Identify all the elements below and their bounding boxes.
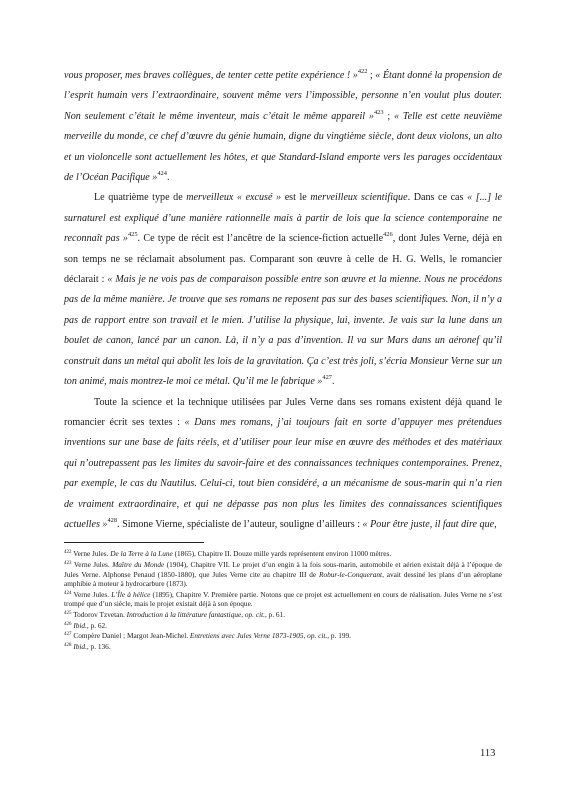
text-run: Verne Jules. bbox=[71, 589, 112, 599]
footnote-ref: 422 bbox=[357, 68, 368, 75]
italic-text: « Pour être juste, il faut dire que, bbox=[362, 518, 497, 530]
footnote bbox=[64, 631, 502, 641]
text-run: Verne Jules. bbox=[71, 549, 111, 559]
text-run: (1904), Chapitre VII. Le projet d’un engin à la fois sous-marin, automobile et aérien existait déjà à l’époque de Jules Verne. Alphonse Penaud (1850-1880), que Jules Verne cite au chapitre III de bbox=[64, 559, 503, 579]
italic-text: L’Île à hélice bbox=[111, 589, 151, 599]
footnote-ref: 422 bbox=[64, 550, 72, 556]
body-paragraph bbox=[64, 66, 502, 188]
text-run: , avait dessiné les plans d’un aéroplane amphibie à moteur à hydrocarbure (1873). bbox=[64, 569, 503, 589]
text-run: , p. 62. bbox=[86, 620, 107, 630]
footnote-ref: 426 bbox=[64, 621, 72, 627]
text-run: . Ce type de récit est l’ancêtre de la science-fiction actuelle bbox=[137, 233, 384, 245]
text-run: , p. 61. bbox=[264, 609, 286, 619]
italic-text: Entretiens avec Jules Verne 1873-1905, op. cit. bbox=[189, 631, 328, 641]
text-run: . bbox=[166, 172, 170, 184]
text-run: (1865), Chapitre II. Douze mille yards représentent environ 11000 mètres. bbox=[172, 549, 392, 559]
footnote bbox=[64, 590, 502, 609]
footnote-ref: 425 bbox=[127, 231, 138, 239]
italic-text: « Mais je ne vois pas de comparaison possible entre son œuvre et la mienne. Nous ne procédons pas de la même manière. Je trouve que ses romans ne reposent pas sur des bases scientifiques. Non, il n’y a pas de rapport entre son travail et le mien. J’utilise la physique, lui, invente. Je vais sur la lune dans un boulet de canon, lancé par un canon. Là, il n’y a pas d’invention. Il va sur Mars dans un aéronef qu’il construit dans un métal qui abolit les lois de la gravitation. Ça c’est très joli, s’écria Monsieur Verne sur un ton animé, mais montrez-le moi ce métal. Qu’il me le fabrique » bbox=[64, 274, 502, 388]
footnote-ref: 424 bbox=[157, 170, 167, 178]
body-text bbox=[64, 66, 502, 535]
footnote-ref: 425 bbox=[64, 610, 72, 616]
text-run: . bbox=[331, 376, 335, 388]
italic-text: Introduction à la littérature fantastique, op. cit. bbox=[126, 609, 265, 619]
footnotes bbox=[64, 549, 502, 651]
italic-text: De la Terre à la Lune bbox=[110, 549, 173, 559]
footnote bbox=[64, 621, 502, 631]
footnote bbox=[64, 642, 502, 652]
footnote-ref: 428 bbox=[107, 516, 118, 524]
footnote-separator bbox=[64, 542, 204, 543]
text-run: ; bbox=[367, 70, 376, 81]
text-run: Todorov Tzvetan. bbox=[71, 609, 127, 619]
text-run: , p. 199. bbox=[327, 631, 351, 641]
italic-text: vous proposer, mes braves collègues, de tenter cette petite expérience ! » bbox=[64, 70, 358, 81]
footnote bbox=[64, 610, 502, 620]
body-paragraph bbox=[64, 393, 502, 536]
body-paragraph bbox=[64, 188, 502, 392]
text-run: ; bbox=[383, 110, 395, 122]
text-run: Compère Daniel ; Margot Jean-Michel. bbox=[71, 631, 190, 641]
italic-text: Maître du Monde bbox=[112, 559, 165, 569]
italic-text: « Telle est cette neuvième merveille du monde, ce chef d’œuvre du génie humain, digne du vingtième siècle, dont deux violons, un alto et un violoncelle sont actuellement les hôtes, et que Standard-Island emporte vers les parages occidentaux de l’Océan Pacifique » bbox=[64, 110, 503, 184]
document-page bbox=[64, 66, 502, 652]
italic-text: merveilleux scientifique bbox=[310, 192, 408, 204]
italic-text: Robur-le-Conquerant bbox=[319, 569, 383, 579]
text-run: , p. 136. bbox=[86, 641, 111, 651]
text-run: . Dans ce cas bbox=[407, 192, 468, 204]
text-run: Verne Jules. bbox=[71, 559, 113, 569]
footnote-ref: 424 bbox=[64, 590, 72, 596]
italic-text: « Étant donné la propension de l’esprit humain vers l’extraordinaire, souvent même vers l’impossible, personne n’en voulut plus douter. Non seulement c’était le même inventeur, mais c’était le même appareil » bbox=[64, 70, 502, 122]
footnote-ref: 427 bbox=[64, 632, 72, 638]
italic-text: Ibid. bbox=[73, 641, 87, 651]
text-run: , dont Jules Verne, déjà en son temps ne se réclamait absolument pas. Comparant son œuvre à celle de H. G. Wells, le romancier déclarait : bbox=[64, 233, 502, 286]
italic-text: « Dans mes romans, j’ai toujours fait en sorte d’appuyer mes prétendues inventions sur une base de faits réels, et d’utiliser pour leur mise en œuvre des méthodes et des matériaux qui n’outrepassent pas les limites du savoir-faire et des connaissances techniques contemporaines. Prenez, par exemple, le cas du Nautilus. Celui-ci, tout bien considéré, a un mécanisme de sous-marin qui n’a rien de vraiment extraordinaire, et qui ne dépasse pas non plus les limites des connaissances scientifiques actuelles » bbox=[64, 416, 502, 530]
footnote-ref: 423 bbox=[64, 560, 72, 566]
footnote bbox=[64, 560, 502, 589]
footnote-ref: 427 bbox=[322, 374, 332, 382]
footnote-ref: 428 bbox=[64, 642, 72, 648]
text-run: Toute la science et la technique utilisées par Jules Verne dans ses romans existent déjà quand le romancier écrit ses textes : bbox=[64, 396, 502, 428]
text-run: . Simone Vierne, spécialiste de l’auteur, souligne d’ailleurs : bbox=[117, 518, 363, 530]
italic-text: Ibid. bbox=[73, 620, 87, 630]
text-run: Le quatrième type de bbox=[94, 192, 187, 204]
italic-text: merveilleux « excusé » bbox=[186, 192, 282, 204]
text-run: (1895), Chapitre V. Première partie. Notons que ce projet est actuellement en cours de réalisation. Jules Verne ne s’est trompé que d’un siècle, mais le projet existait déjà à son époque. bbox=[64, 589, 503, 609]
page-number: 113 bbox=[480, 748, 496, 759]
text-run: est le bbox=[281, 192, 311, 204]
footnote bbox=[64, 549, 502, 559]
italic-text: « [...] le surnaturel est expliqué d’une manière rationnelle mais à partir de lois que la science contemporaine ne reconnaît pas » bbox=[64, 192, 502, 245]
footnote-ref: 426 bbox=[383, 231, 393, 239]
footnote-ref: 423 bbox=[373, 108, 384, 116]
